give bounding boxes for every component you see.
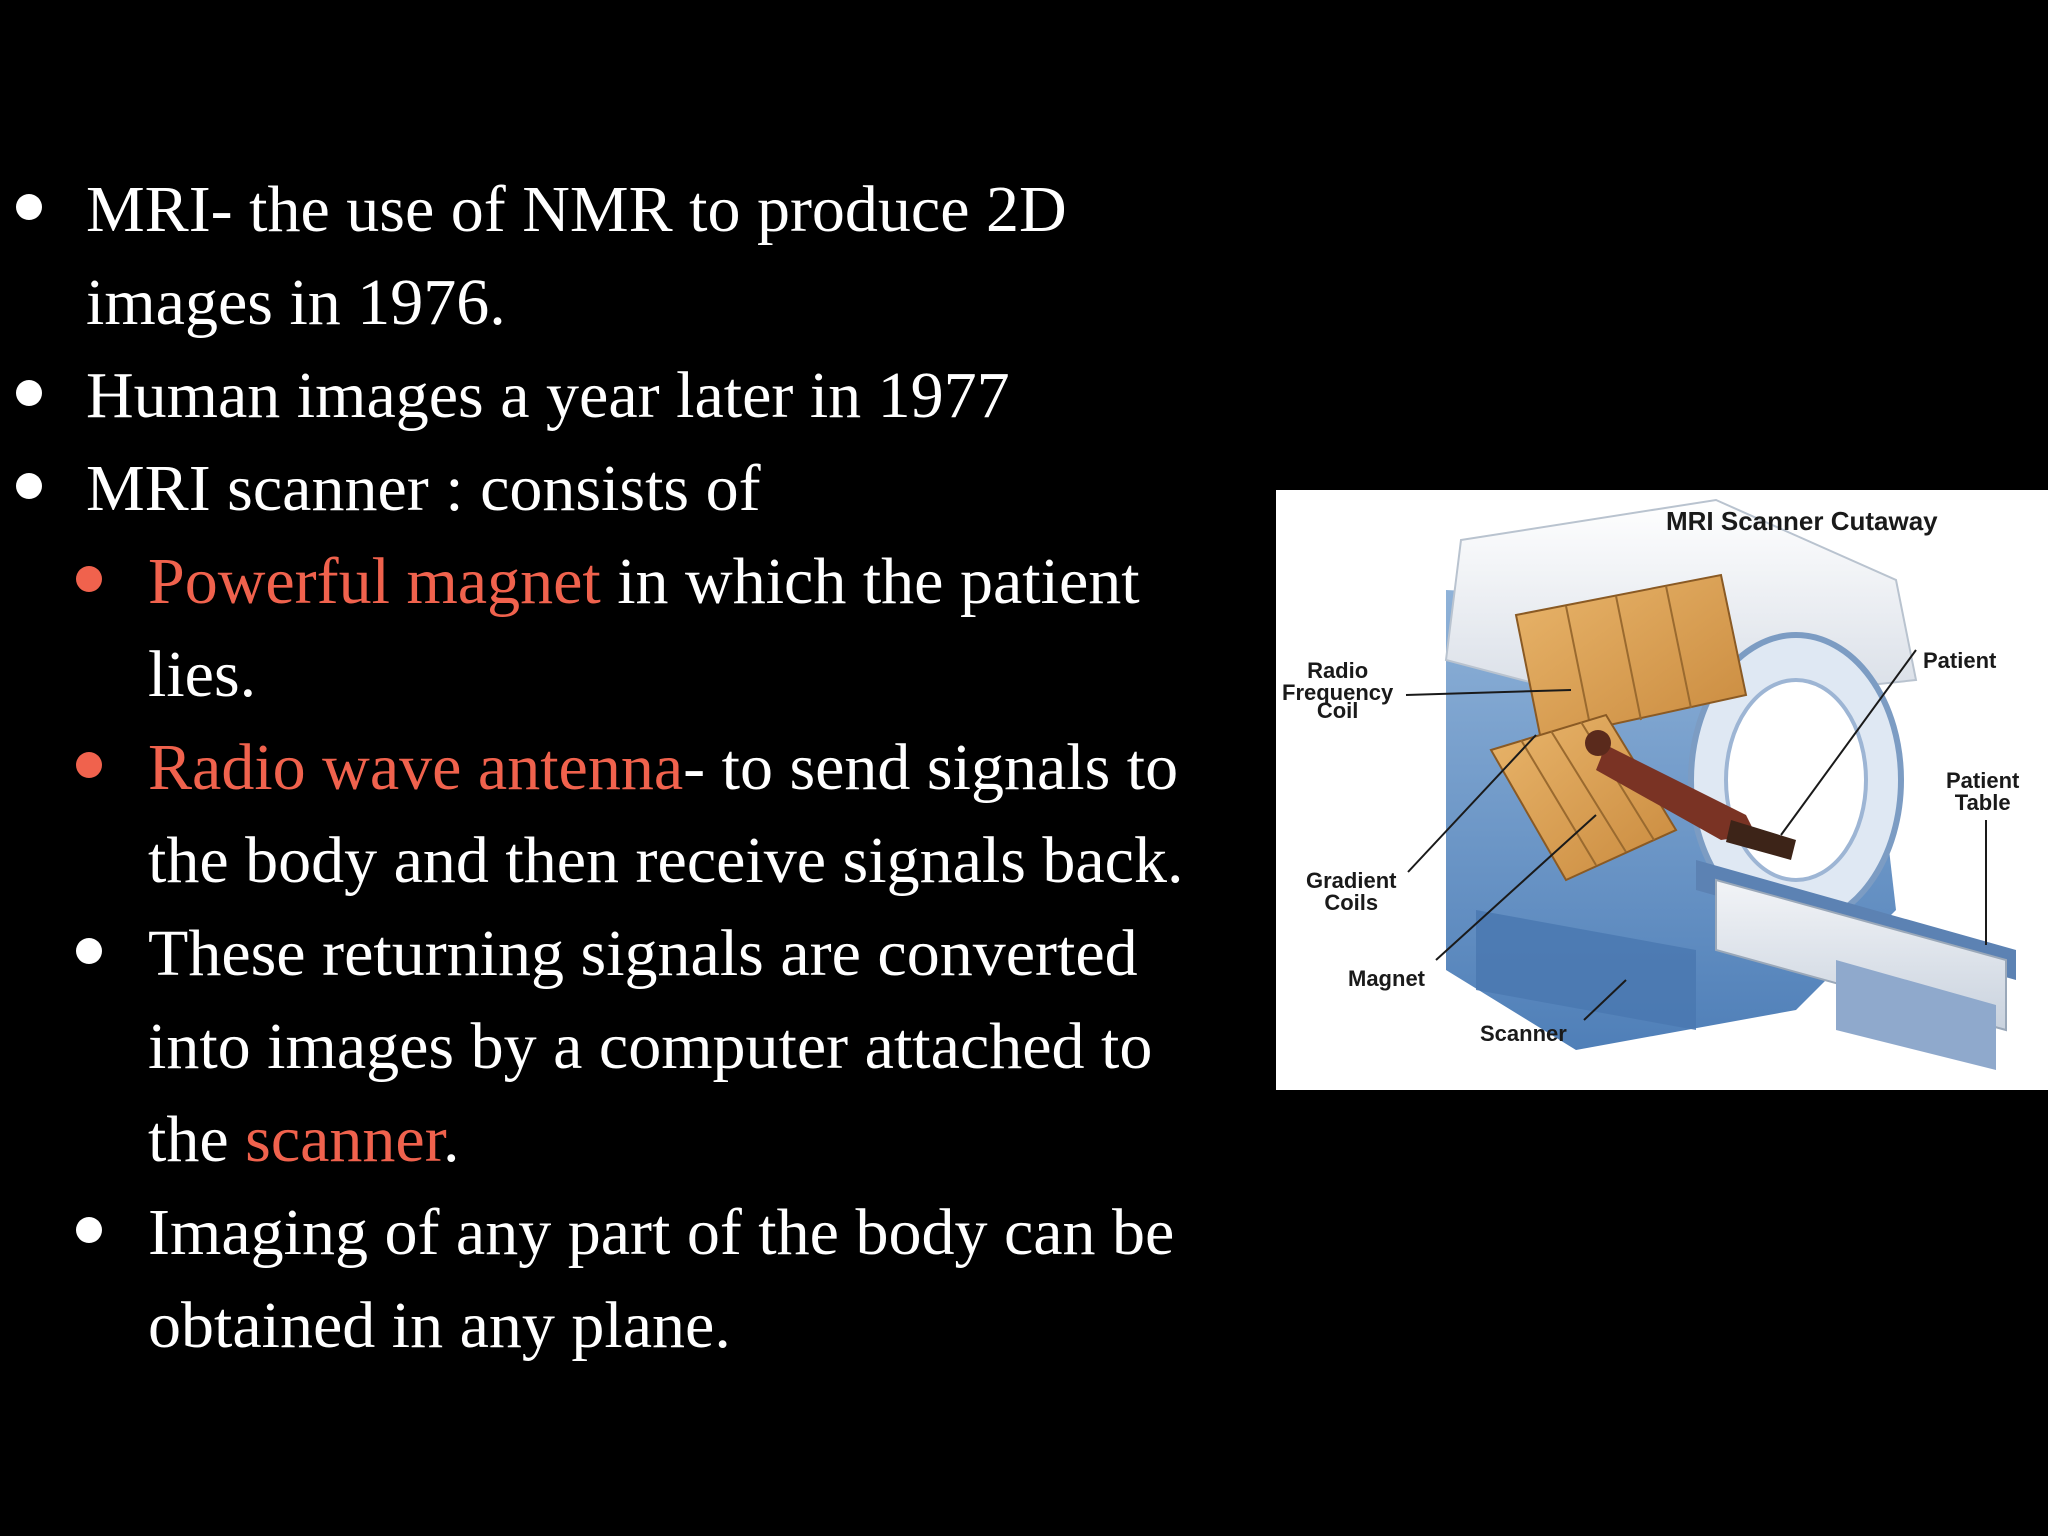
bullet-text-line: the body and then receive signals back. xyxy=(148,824,1184,897)
mri-cutaway-figure xyxy=(1276,490,2048,1090)
bullet-dot xyxy=(16,473,42,499)
label-patient: Patient xyxy=(1923,648,1997,673)
sub-bullet-dot xyxy=(76,566,102,592)
bullet-text: in which the patient xyxy=(600,545,1140,618)
bullet-item xyxy=(86,442,761,535)
sub-bullet-item xyxy=(148,535,1140,721)
accent-text: Powerful magnet xyxy=(148,545,601,618)
bullet-text-line: into images by a computer attached to xyxy=(148,1010,1153,1083)
sub-bullet-item xyxy=(148,721,1183,907)
mri-scanner-illustration xyxy=(1276,490,2048,1090)
figure-title: MRI Scanner Cutaway xyxy=(1666,506,1938,536)
label-patient-table: Patient Table xyxy=(1946,768,2020,815)
bullet-text-line: Human images a year later in 1977 xyxy=(86,359,1010,432)
bullet-dot xyxy=(16,380,42,406)
bullet-text-line: MRI- the use of NMR to produce 2D xyxy=(86,173,1067,246)
bullet-item xyxy=(86,163,1067,349)
bullet-text-line: lies. xyxy=(148,638,257,711)
bullet-text: the xyxy=(148,1103,246,1176)
bullet-dot xyxy=(16,194,42,220)
sub-bullet-item xyxy=(148,1186,1174,1372)
label-gradient-coils: Gradient Coils xyxy=(1306,868,1397,915)
sub-bullet-item xyxy=(148,907,1152,1186)
accent-text: Radio wave antenna xyxy=(148,731,684,804)
bullet-text-line: Imaging of any part of the body can be xyxy=(148,1196,1175,1269)
bullet-text-line: obtained in any plane. xyxy=(148,1289,731,1362)
bullet-text-line: MRI scanner : consists of xyxy=(86,452,761,525)
label-scanner: Scanner xyxy=(1480,1021,1567,1046)
label-rf-coil: Radio Frequency Coil xyxy=(1282,658,1394,723)
sub-bullet-dot xyxy=(76,1217,102,1243)
label-magnet: Magnet xyxy=(1348,966,1425,991)
bullet-item xyxy=(86,349,1010,442)
bullet-text-line: images in 1976. xyxy=(86,266,506,339)
bullet-text: - to send signals to xyxy=(683,731,1179,804)
bullet-text: . xyxy=(443,1103,460,1176)
sub-bullet-dot xyxy=(76,752,102,778)
accent-text: scanner xyxy=(245,1103,444,1176)
sub-bullet-dot xyxy=(76,938,102,964)
bullet-text-line: These returning signals are converted xyxy=(148,917,1138,990)
